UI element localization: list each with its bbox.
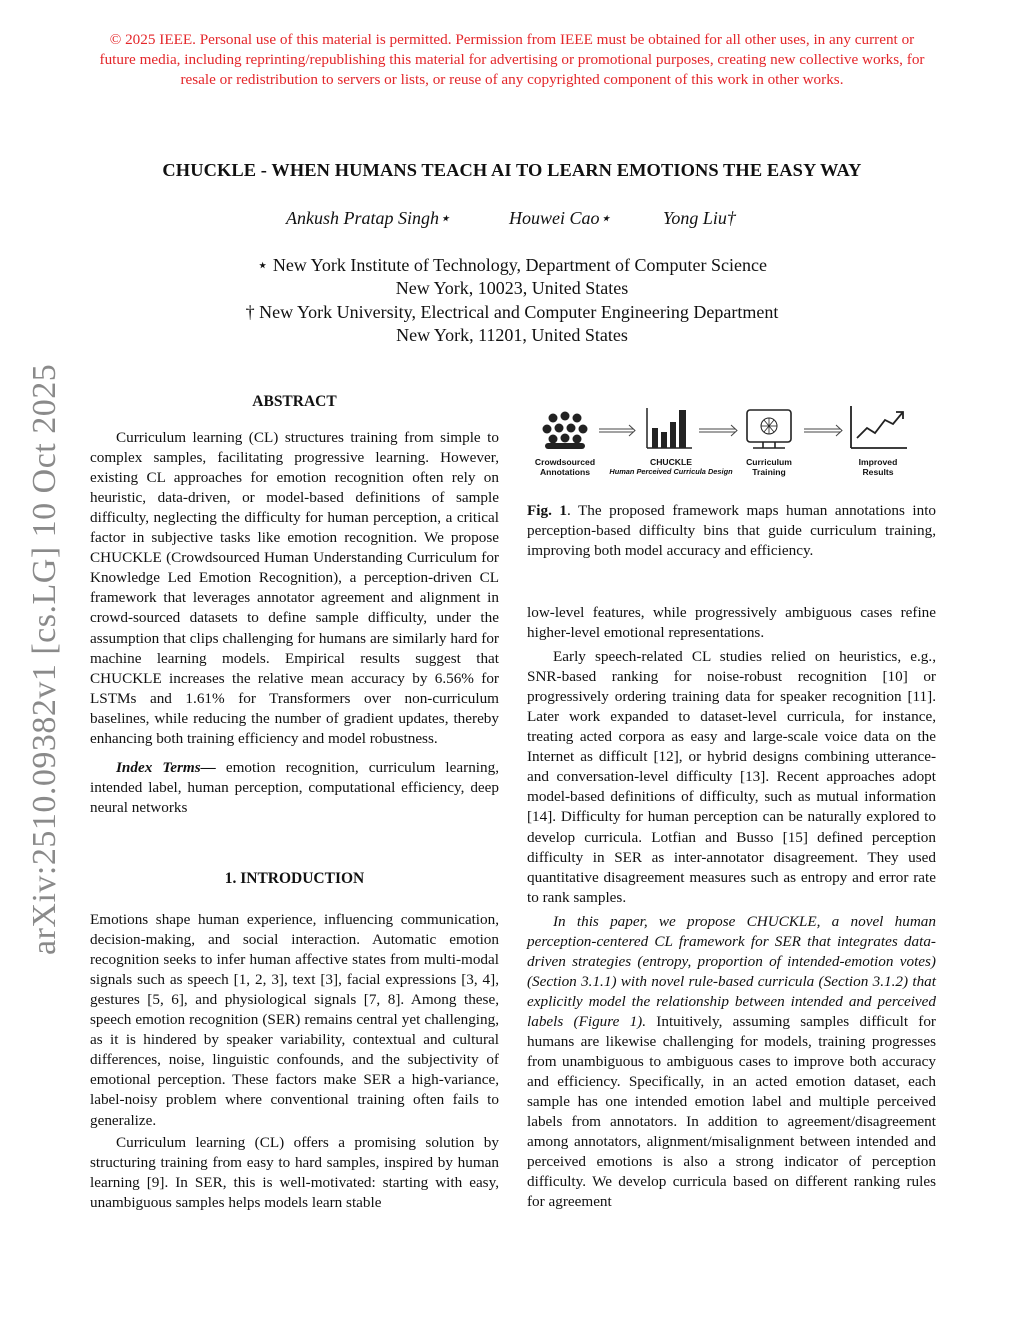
author-3: Yong Liu†: [663, 208, 736, 228]
trend-up-icon: [851, 406, 907, 448]
bar-chart-icon: [647, 408, 692, 448]
right-paragraph-3-italic: In this paper, we propose CHUCKLE, a novel human perception-centered CL framework for SER that integrates data-driven strategies (entropy, proportion of intended-emotion votes) (Section 3.1.1) with novel rule-based curricula (Section 3.1.2) that explicitly model the relationship between intended and perceived labels (Figure 1).: [527, 912, 936, 1030]
abstract-heading: ABSTRACT: [252, 393, 337, 410]
index-terms: [90, 758, 499, 818]
index-terms-label: Index Terms—: [116, 758, 216, 776]
figure-caption: [527, 501, 936, 561]
figure-caption-text: . The proposed framework maps human annotations into perception-based difficulty bins that guide curriculum training, improving both model accuracy and efficiency.: [527, 502, 937, 560]
paper-title: CHUCKLE - WHEN HUMANS TEACH AI TO LEARN EMOTIONS THE EASY WAY: [162, 160, 862, 180]
figure-caption-label: Fig. 1: [527, 502, 567, 519]
fig-label-chuckle-subtitle: Human Perceived Curricula Design: [609, 467, 733, 476]
arrow-icon: [699, 425, 737, 436]
affiliation-line: † New York University, Electrical and Computer Engineering Department: [245, 301, 779, 322]
right-paragraph-1: low-level features, while progressively ambiguous cases refine higher-level emotional representations.: [527, 604, 936, 642]
abstract-text: Curriculum learning (CL) structures training from simple to complex samples, facilitating progressive learning. However, existing CL approaches for emotion recognition often rely on heuristic, data-driven, or model-based definitions of sample difficulty, neglecting the difficulty for human perception, a critical factor in subjective tasks like emotion recognition. We propose CHUCKLE (Crowdsourced Human Understanding Curriculum for Knowledge Led Emotion Recognition), a perception-driven CL framework that leverages annotator agreement and alignment in crowd-sourced datasets to define sample difficulty, under the assumption that clips challenging for humans are similarly hard for machine learning models. Empirical results suggest that CHUCKLE increases the relative mean accuracy by 6.56% for LSTMs and 1.61% for Transformers over non-curriculum baselines, while reducing the number of gradient updates, thereby enhancing both training efficiency and model robustness.: [90, 429, 499, 747]
copyright-notice: © 2025 IEEE. Personal use of this material is permitted. Permission from IEEE must be obtained for all other uses, in any current or future media, including reprinting/republishing this material for advertising or promotional purposes, creating new collective works, for resale or redistribution to servers or lists, or reuse of any copyrighted component of this work in other works.: [99, 31, 925, 88]
right-paragraph-3: [527, 912, 936, 1213]
arrow-icon: [599, 425, 635, 436]
affiliation-line: New York, 10023, United States: [395, 278, 629, 299]
fig-label-improved-results: Improved Results: [858, 457, 898, 477]
author-1: Ankush Pratap Singh⋆: [286, 208, 451, 228]
affiliation-line: New York, 11201, United States: [396, 325, 628, 346]
affiliation-line: ⋆ New York Institute of Technology, Department of Computer Science: [257, 255, 767, 275]
introduction-heading: 1. INTRODUCTION: [224, 870, 365, 887]
arrow-icon: [804, 425, 842, 436]
intro-paragraph-2: Curriculum learning (CL) offers a promising solution by structuring training from easy to hard samples, inspired by human learning [9]. In SER, this is well-motivated: starting with easy, unambiguous samples helps models learn stable: [90, 1133, 499, 1211]
pipeline-diagram: [527, 400, 936, 460]
fig-label-chuckle-title: CHUCKLE: [649, 457, 692, 467]
abstract-section: [90, 392, 499, 818]
fig-label-chuckle: [605, 457, 737, 477]
neural-network-icon: [747, 410, 791, 448]
crowd-icon: [543, 412, 588, 450]
index-terms-text: emotion recognition, curriculum learning, intended label, human perception, computational efficiency, deep neural networks: [90, 758, 499, 816]
author-2: Houwei Cao⋆: [509, 208, 611, 228]
right-paragraph-3-text: Intuitively, assuming samples difficult for humans are likewise challenging for models, training progresses from unambiguous to ambiguous cases to improve both accuracy and efficiency. Specifically, in an acted emotion dataset, each sample has one intended emotion label and multiple perceived labels from annotators. In addition to agreement/disagreement among annotators, alignment/misalignment between intended and perceived emotions is also a strong indicator of perception difficulty. We develop curricula based on different ranking rules for agreement: [527, 1012, 936, 1211]
figure-1: [527, 400, 936, 488]
right-column-text: [527, 603, 936, 1212]
arxiv-identifier: arXiv:2510.09382v1 [cs.LG] 10 Oct 2025: [26, 363, 63, 955]
introduction-section: [90, 869, 499, 1213]
fig-label-crowdsourced: Crowdsourced Annotations: [534, 457, 596, 477]
fig-label-curriculum-training: Curriculum Training: [746, 457, 792, 477]
intro-paragraph-1: Emotions shape human experience, influencing communication, decision-making, and social interaction. Automatic emotion recognition seeks to infer human affective states from multi-modal signals such as speech [1, 2, 3], text [3], facial expressions [3, 4], gestures [5, 6], and physiological signals [7, 8]. Among these, speech emotion recognition (SER) remains central yet challenging, as it is hindered by speaker variability, contextual and cultural differences, noise, linguistic confounds, and the subjectivity of emotional perception. These factors make SER a high-variance, label-noisy problem where conventional training often fails to generalize.: [90, 911, 499, 1129]
affiliations: [0, 254, 1024, 348]
right-paragraph-2: Early speech-related CL studies relied on heuristics, e.g., SNR-based ranking for noise-robust recognition [10] or progressively ordering training data for speaker recognition [11]. Later work expanded to dataset-level curricula, for instance, treating acted corpora as easy and large-scale voice data on the Internet as difficult [12], or hybrid designs combining utterance- and conversation-level difficulty [13]. Recent approaches adopt model-based definitions of difficulty, such as mutual information [14]. Difficulty for human perception can be naturally explored to develop curricula. Lotfian and Busso [15] defined perception difficulty in SER as inter-annotator disagreement. They used quantitative disagreement measures such as entropy and error rate to rank samples.: [527, 648, 936, 906]
